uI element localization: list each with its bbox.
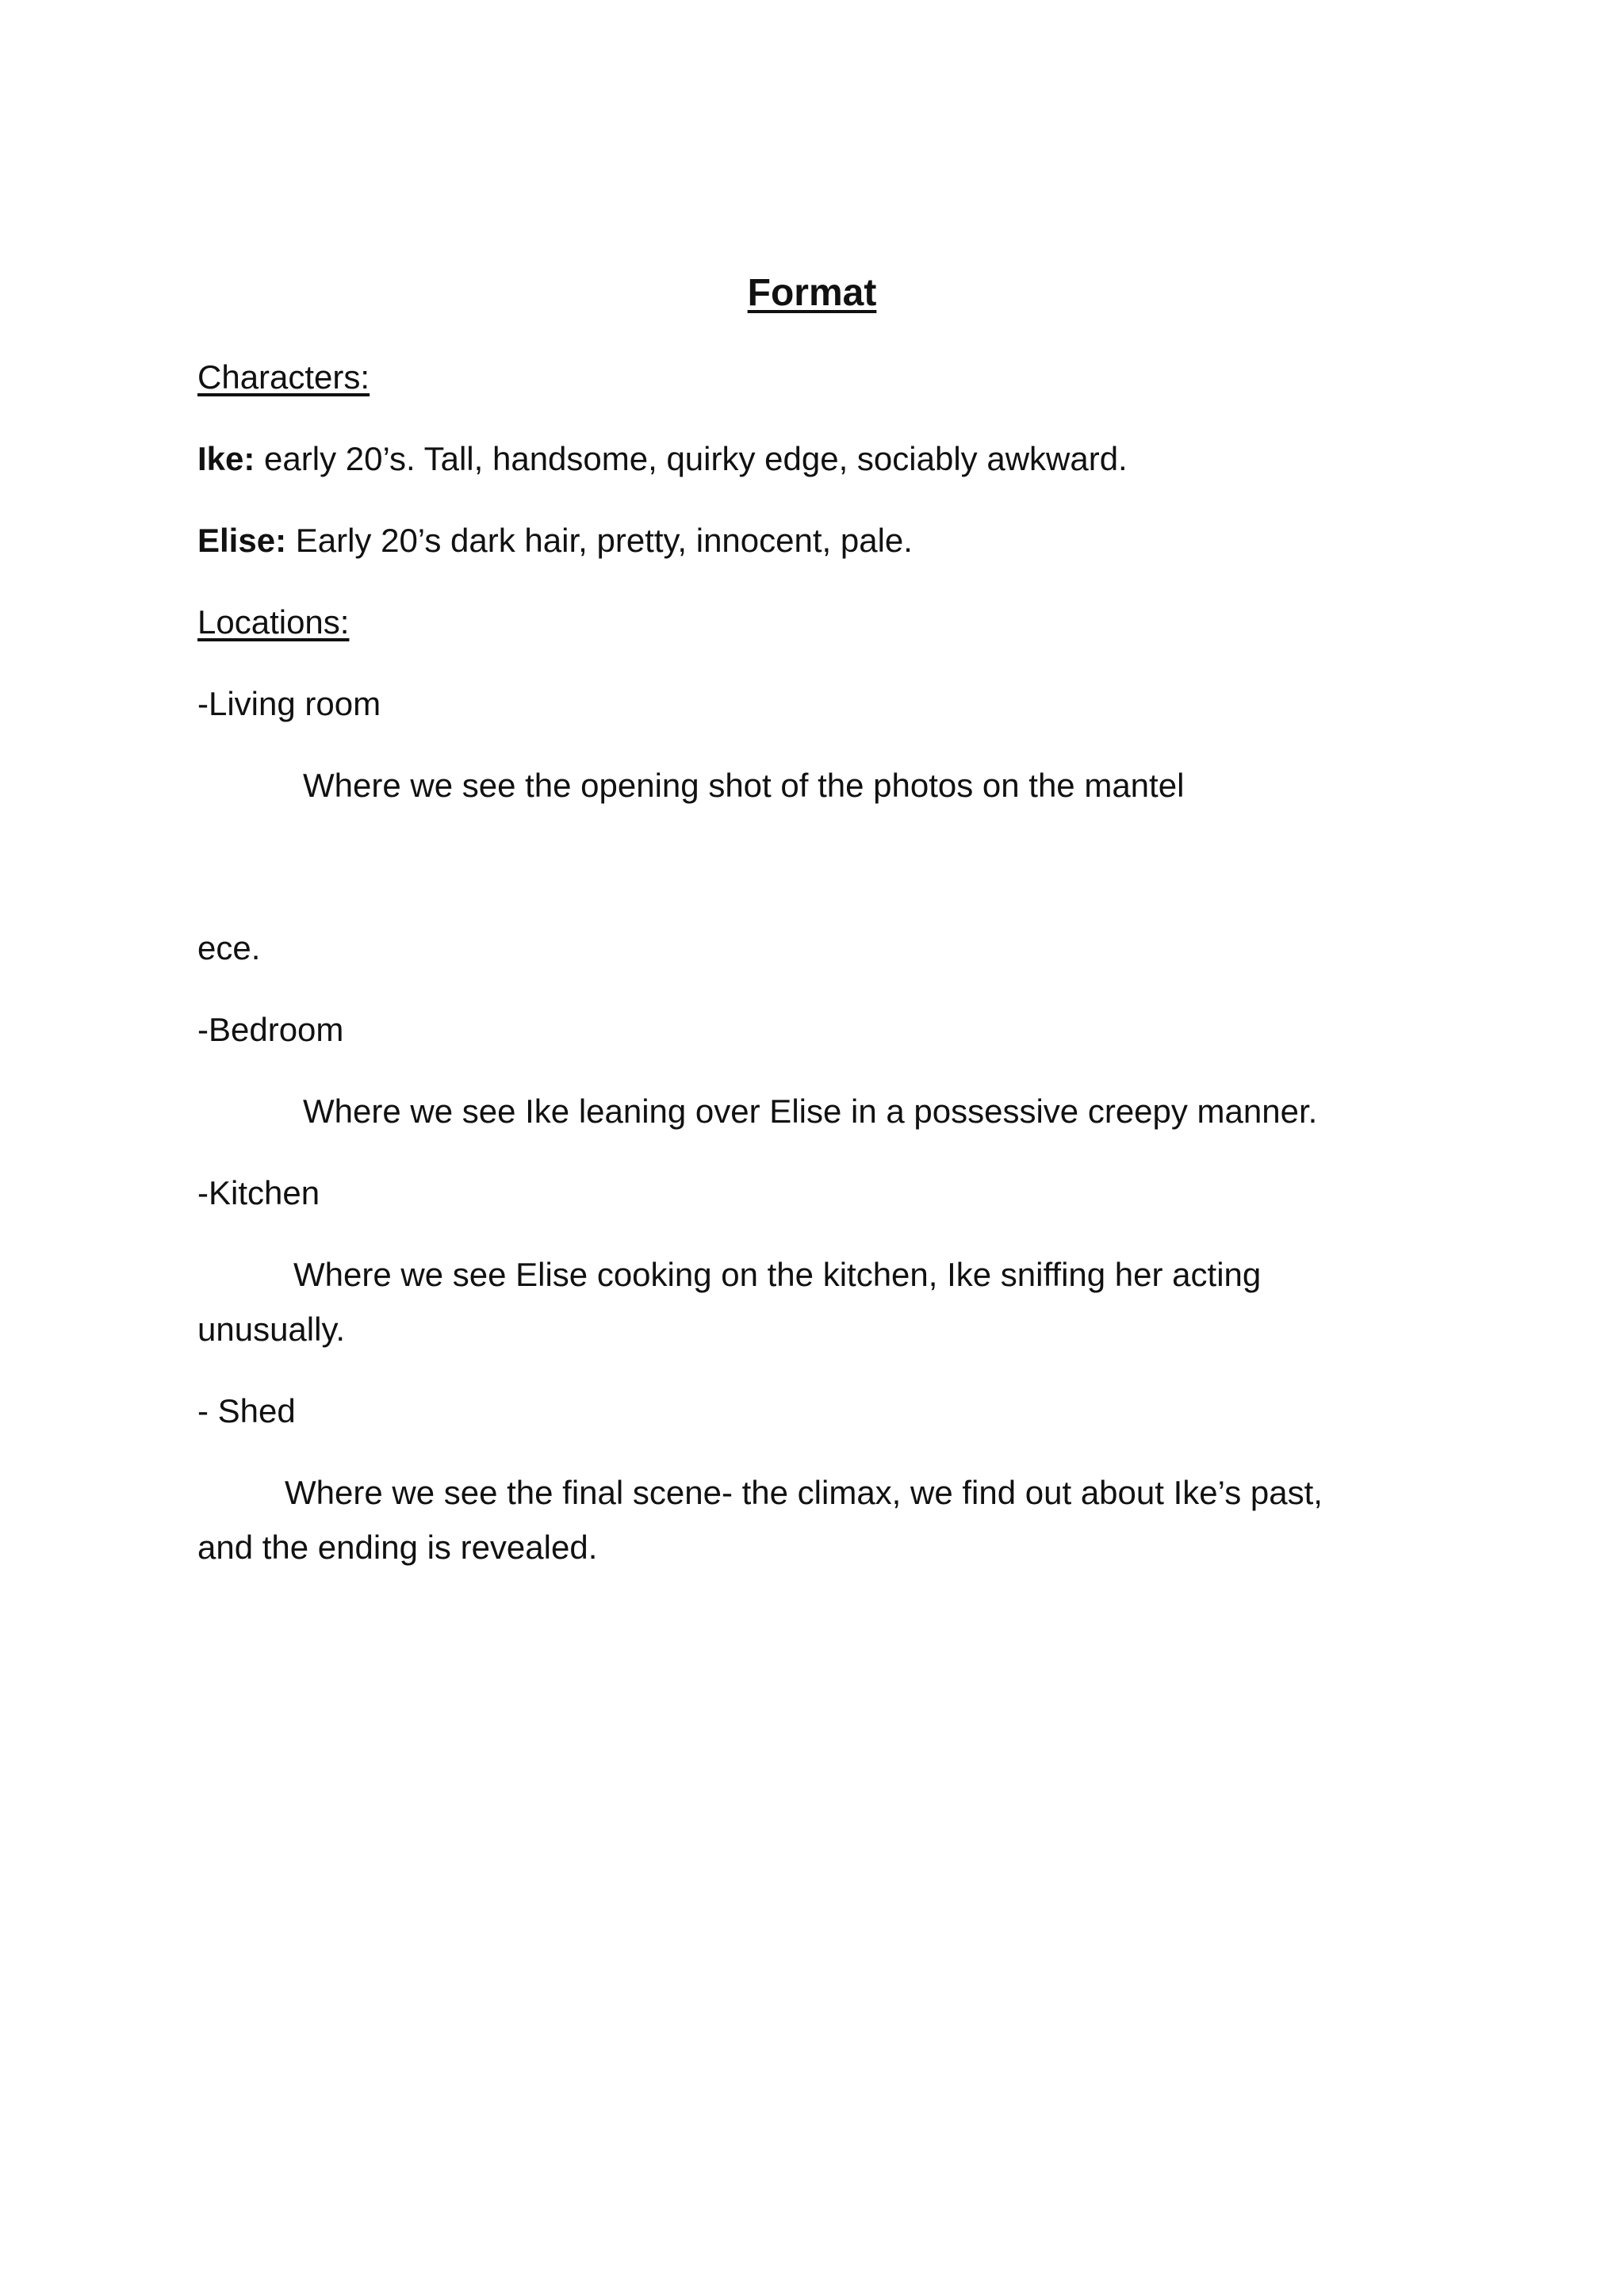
character-name: Elise: — [197, 522, 287, 559]
location-description: ece. — [197, 929, 261, 966]
location-kitchen: -Kitchen — [197, 1174, 320, 1211]
location-description: Where we see the opening shot of the photos on the mantel — [303, 767, 1185, 804]
character-elise — [197, 520, 913, 561]
location-description: Where we see Elise cooking on the kitchen, Ike sniffing her acting — [293, 1256, 1262, 1293]
location-description: and the ending is revealed. — [197, 1529, 598, 1566]
page-title: Format — [747, 272, 877, 314]
characters-heading: Characters: — [197, 358, 370, 396]
location-description: Where we see the final scene- the climax, we find out about Ike’s past, — [285, 1474, 1323, 1511]
location-bedroom: -Bedroom — [197, 1011, 344, 1048]
locations-heading: Locations: — [197, 603, 350, 641]
location-living-room: -Living room — [197, 685, 381, 722]
character-description: Early 20’s dark hair, pretty, innocent, pale. — [286, 522, 913, 559]
character-description: early 20’s. Tall, handsome, quirky edge, sociably awkward. — [255, 440, 1128, 477]
character-name: Ike: — [197, 440, 255, 477]
location-shed: - Shed — [197, 1392, 296, 1429]
character-ike — [197, 438, 1128, 480]
location-description: Where we see Ike leaning over Elise in a possessive creepy manner. — [303, 1093, 1318, 1130]
location-description: unusually. — [197, 1311, 346, 1348]
